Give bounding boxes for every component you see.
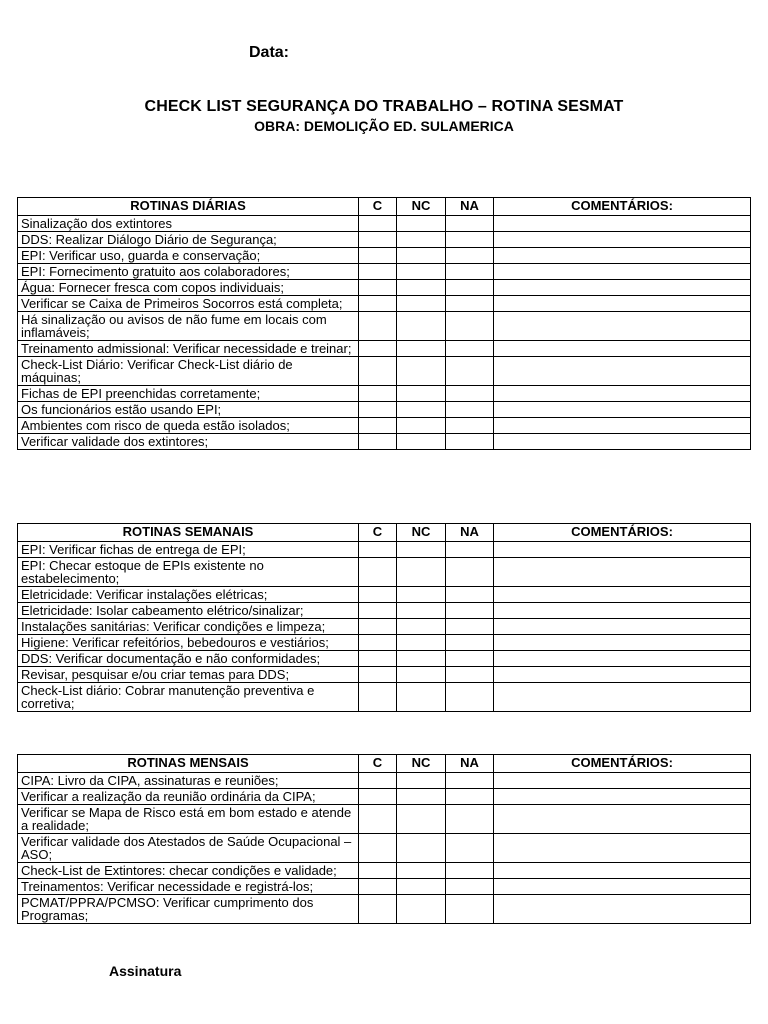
checklist-item-label: Check-List de Extintores: checar condições e validade; [18, 863, 359, 879]
table-row [18, 386, 751, 402]
cell-na[interactable] [446, 667, 494, 683]
checklist-item-label: EPI: Checar estoque de EPIs existente no estabelecimento; [18, 558, 359, 587]
table-row [18, 587, 751, 603]
cell-na[interactable] [446, 789, 494, 805]
checklist-item-label: Revisar, pesquisar e/ou criar temas para DDS; [18, 667, 359, 683]
cell-c[interactable] [359, 341, 397, 357]
table-row [18, 341, 751, 357]
cell-nc[interactable] [397, 558, 446, 587]
cell-c[interactable] [359, 386, 397, 402]
checklist-item-label: Ambientes com risco de queda estão isolados; [18, 418, 359, 434]
cell-c[interactable] [359, 312, 397, 341]
checklist-item-label: CIPA: Livro da CIPA, assinaturas e reuniões; [18, 773, 359, 789]
cell-na[interactable] [446, 683, 494, 712]
table-header-row [18, 198, 751, 216]
daily-routines-table [17, 197, 751, 450]
cell-comments[interactable] [494, 296, 751, 312]
cell-c[interactable] [359, 418, 397, 434]
cell-na[interactable] [446, 434, 494, 450]
cell-nc[interactable] [397, 542, 446, 558]
cell-nc[interactable] [397, 805, 446, 834]
cell-nc[interactable] [397, 895, 446, 924]
cell-nc[interactable] [397, 773, 446, 789]
cell-nc[interactable] [397, 402, 446, 418]
cell-comments[interactable] [494, 280, 751, 296]
cell-c[interactable] [359, 264, 397, 280]
cell-nc[interactable] [397, 280, 446, 296]
cell-na[interactable] [446, 248, 494, 264]
cell-na[interactable] [446, 402, 494, 418]
column-header-na: NA [446, 524, 494, 542]
column-header-nc: NC [397, 755, 446, 773]
cell-nc[interactable] [397, 312, 446, 341]
table-row [18, 558, 751, 587]
cell-comments[interactable] [494, 789, 751, 805]
page-title: CHECK LIST SEGURANÇA DO TRABALHO – ROTINA SESMAT [144, 98, 624, 115]
cell-comments[interactable] [494, 418, 751, 434]
cell-comments[interactable] [494, 232, 751, 248]
checklist-item-label: Eletricidade: Verificar instalações elétricas; [18, 587, 359, 603]
cell-nc[interactable] [397, 834, 446, 863]
column-header-comments: COMENTÁRIOS: [494, 755, 751, 773]
cell-comments[interactable] [494, 863, 751, 879]
cell-nc[interactable] [397, 386, 446, 402]
cell-nc[interactable] [397, 879, 446, 895]
cell-na[interactable] [446, 773, 494, 789]
column-header-c: C [359, 524, 397, 542]
table-row [18, 895, 751, 924]
cell-na[interactable] [446, 895, 494, 924]
cell-na[interactable] [446, 386, 494, 402]
cell-nc[interactable] [397, 619, 446, 635]
table-header-row [18, 524, 751, 542]
checklist-item-label: Treinamento admissional: Verificar necessidade e treinar; [18, 341, 359, 357]
cell-c[interactable] [359, 232, 397, 248]
cell-na[interactable] [446, 296, 494, 312]
checklist-item-label: Verificar se Mapa de Risco está em bom estado e atende a realidade; [18, 805, 359, 834]
table-row [18, 216, 751, 232]
cell-c[interactable] [359, 667, 397, 683]
section-title-header: ROTINAS MENSAIS [18, 755, 359, 773]
table-row [18, 542, 751, 558]
table-row [18, 357, 751, 386]
cell-comments[interactable] [494, 805, 751, 834]
cell-c[interactable] [359, 683, 397, 712]
cell-comments[interactable] [494, 264, 751, 280]
cell-na[interactable] [446, 619, 494, 635]
cell-c[interactable] [359, 603, 397, 619]
cell-comments[interactable] [494, 386, 751, 402]
cell-comments[interactable] [494, 542, 751, 558]
checklist-item-label: Verificar se Caixa de Primeiros Socorros está completa; [18, 296, 359, 312]
column-header-na: NA [446, 755, 494, 773]
cell-na[interactable] [446, 558, 494, 587]
table-row [18, 773, 751, 789]
cell-comments[interactable] [494, 651, 751, 667]
cell-na[interactable] [446, 312, 494, 341]
cell-nc[interactable] [397, 248, 446, 264]
cell-na[interactable] [446, 341, 494, 357]
table-row [18, 280, 751, 296]
cell-comments[interactable] [494, 587, 751, 603]
cell-c[interactable] [359, 357, 397, 386]
column-header-nc: NC [397, 198, 446, 216]
signature-label: Assinatura [109, 963, 182, 979]
cell-c[interactable] [359, 773, 397, 789]
checklist-item-label: DDS: Realizar Diálogo Diário de Segurança; [18, 232, 359, 248]
cell-comments[interactable] [494, 357, 751, 386]
cell-comments[interactable] [494, 312, 751, 341]
weekly-routines-table [17, 523, 751, 712]
cell-c[interactable] [359, 434, 397, 450]
cell-na[interactable] [446, 879, 494, 895]
cell-nc[interactable] [397, 635, 446, 651]
table-row [18, 434, 751, 450]
cell-nc[interactable] [397, 603, 446, 619]
table-row [18, 418, 751, 434]
table-row [18, 312, 751, 341]
cell-na[interactable] [446, 232, 494, 248]
checklist-item-label: EPI: Verificar fichas de entrega de EPI; [18, 542, 359, 558]
checklist-item-label: Os funcionários estão usando EPI; [18, 402, 359, 418]
table-row [18, 863, 751, 879]
column-header-nc: NC [397, 524, 446, 542]
cell-comments[interactable] [494, 667, 751, 683]
cell-c[interactable] [359, 834, 397, 863]
cell-nc[interactable] [397, 264, 446, 280]
table-row [18, 603, 751, 619]
cell-c[interactable] [359, 402, 397, 418]
cell-nc[interactable] [397, 667, 446, 683]
table-row [18, 248, 751, 264]
cell-nc[interactable] [397, 789, 446, 805]
table-row [18, 619, 751, 635]
checklist-item-label: PCMAT/PPRA/PCMSO: Verificar cumprimento dos Programas; [18, 895, 359, 924]
checklist-item-label: EPI: Fornecimento gratuito aos colaboradores; [18, 264, 359, 280]
checklist-item-label: Há sinalização ou avisos de não fume em locais com inflamáveis; [18, 312, 359, 341]
checklist-item-label: Check-List diário: Cobrar manutenção preventiva e corretiva; [18, 683, 359, 712]
cell-na[interactable] [446, 264, 494, 280]
column-header-c: C [359, 198, 397, 216]
cell-comments[interactable] [494, 773, 751, 789]
cell-c[interactable] [359, 651, 397, 667]
table-row [18, 805, 751, 834]
cell-na[interactable] [446, 542, 494, 558]
cell-comments[interactable] [494, 834, 751, 863]
cell-comments[interactable] [494, 619, 751, 635]
cell-comments[interactable] [494, 248, 751, 264]
cell-na[interactable] [446, 603, 494, 619]
column-header-c: C [359, 755, 397, 773]
cell-comments[interactable] [494, 683, 751, 712]
cell-nc[interactable] [397, 651, 446, 667]
cell-c[interactable] [359, 619, 397, 635]
page-subtitle: OBRA: DEMOLIÇÃO ED. SULAMERICA [254, 118, 514, 134]
cell-c[interactable] [359, 542, 397, 558]
checklist-item-label: DDS: Verificar documentação e não conformidades; [18, 651, 359, 667]
column-header-na: NA [446, 198, 494, 216]
cell-comments[interactable] [494, 635, 751, 651]
cell-c[interactable] [359, 895, 397, 924]
checklist-item-label: Verificar validade dos Atestados de Saúde Ocupacional – ASO; [18, 834, 359, 863]
checklist-item-label: Água: Fornecer fresca com copos individuais; [18, 280, 359, 296]
table-row [18, 667, 751, 683]
table-row [18, 296, 751, 312]
cell-comments[interactable] [494, 434, 751, 450]
cell-nc[interactable] [397, 341, 446, 357]
cell-nc[interactable] [397, 434, 446, 450]
cell-c[interactable] [359, 280, 397, 296]
cell-c[interactable] [359, 248, 397, 264]
checklist-item-label: EPI: Verificar uso, guarda e conservação; [18, 248, 359, 264]
checklist-item-label: Check-List Diário: Verificar Check-List diário de máquinas; [18, 357, 359, 386]
cell-nc[interactable] [397, 418, 446, 434]
cell-na[interactable] [446, 651, 494, 667]
section-title-header: ROTINAS SEMANAIS [18, 524, 359, 542]
checklist-item-label: Instalações sanitárias: Verificar condições e limpeza; [18, 619, 359, 635]
cell-comments[interactable] [494, 402, 751, 418]
table-row [18, 789, 751, 805]
cell-na[interactable] [446, 834, 494, 863]
cell-nc[interactable] [397, 683, 446, 712]
table-row [18, 834, 751, 863]
cell-nc[interactable] [397, 216, 446, 232]
checklist-item-label: Eletricidade: Isolar cabeamento elétrico/sinalizar; [18, 603, 359, 619]
table-row [18, 683, 751, 712]
cell-na[interactable] [446, 216, 494, 232]
cell-c[interactable] [359, 216, 397, 232]
cell-c[interactable] [359, 805, 397, 834]
checklist-item-label: Fichas de EPI preenchidas corretamente; [18, 386, 359, 402]
cell-nc[interactable] [397, 232, 446, 248]
cell-na[interactable] [446, 863, 494, 879]
cell-na[interactable] [446, 280, 494, 296]
table-row [18, 651, 751, 667]
cell-comments[interactable] [494, 879, 751, 895]
table-row [18, 264, 751, 280]
cell-comments[interactable] [494, 895, 751, 924]
cell-c[interactable] [359, 558, 397, 587]
cell-c[interactable] [359, 863, 397, 879]
table-row [18, 232, 751, 248]
column-header-comments: COMENTÁRIOS: [494, 524, 751, 542]
checklist-item-label: Verificar validade dos extintores; [18, 434, 359, 450]
cell-na[interactable] [446, 805, 494, 834]
cell-na[interactable] [446, 418, 494, 434]
cell-nc[interactable] [397, 296, 446, 312]
checklist-item-label: Sinalização dos extintores [18, 216, 359, 232]
table-row [18, 879, 751, 895]
cell-nc[interactable] [397, 863, 446, 879]
cell-na[interactable] [446, 635, 494, 651]
cell-c[interactable] [359, 296, 397, 312]
checklist-item-label: Verificar a realização da reunião ordinária da CIPA; [18, 789, 359, 805]
cell-nc[interactable] [397, 587, 446, 603]
cell-c[interactable] [359, 587, 397, 603]
table-row [18, 635, 751, 651]
cell-c[interactable] [359, 789, 397, 805]
cell-comments[interactable] [494, 603, 751, 619]
section-title-header: ROTINAS DIÁRIAS [18, 198, 359, 216]
monthly-routines-table [17, 754, 751, 924]
cell-comments[interactable] [494, 558, 751, 587]
cell-comments[interactable] [494, 341, 751, 357]
date-label: Data: [249, 44, 290, 61]
cell-comments[interactable] [494, 216, 751, 232]
column-header-comments: COMENTÁRIOS: [494, 198, 751, 216]
cell-na[interactable] [446, 357, 494, 386]
checklist-item-label: Treinamentos: Verificar necessidade e registrá-los; [18, 879, 359, 895]
cell-c[interactable] [359, 879, 397, 895]
cell-c[interactable] [359, 635, 397, 651]
table-row [18, 402, 751, 418]
checklist-item-label: Higiene: Verificar refeitórios, bebedouros e vestiários; [18, 635, 359, 651]
cell-na[interactable] [446, 587, 494, 603]
cell-nc[interactable] [397, 357, 446, 386]
table-header-row [18, 755, 751, 773]
